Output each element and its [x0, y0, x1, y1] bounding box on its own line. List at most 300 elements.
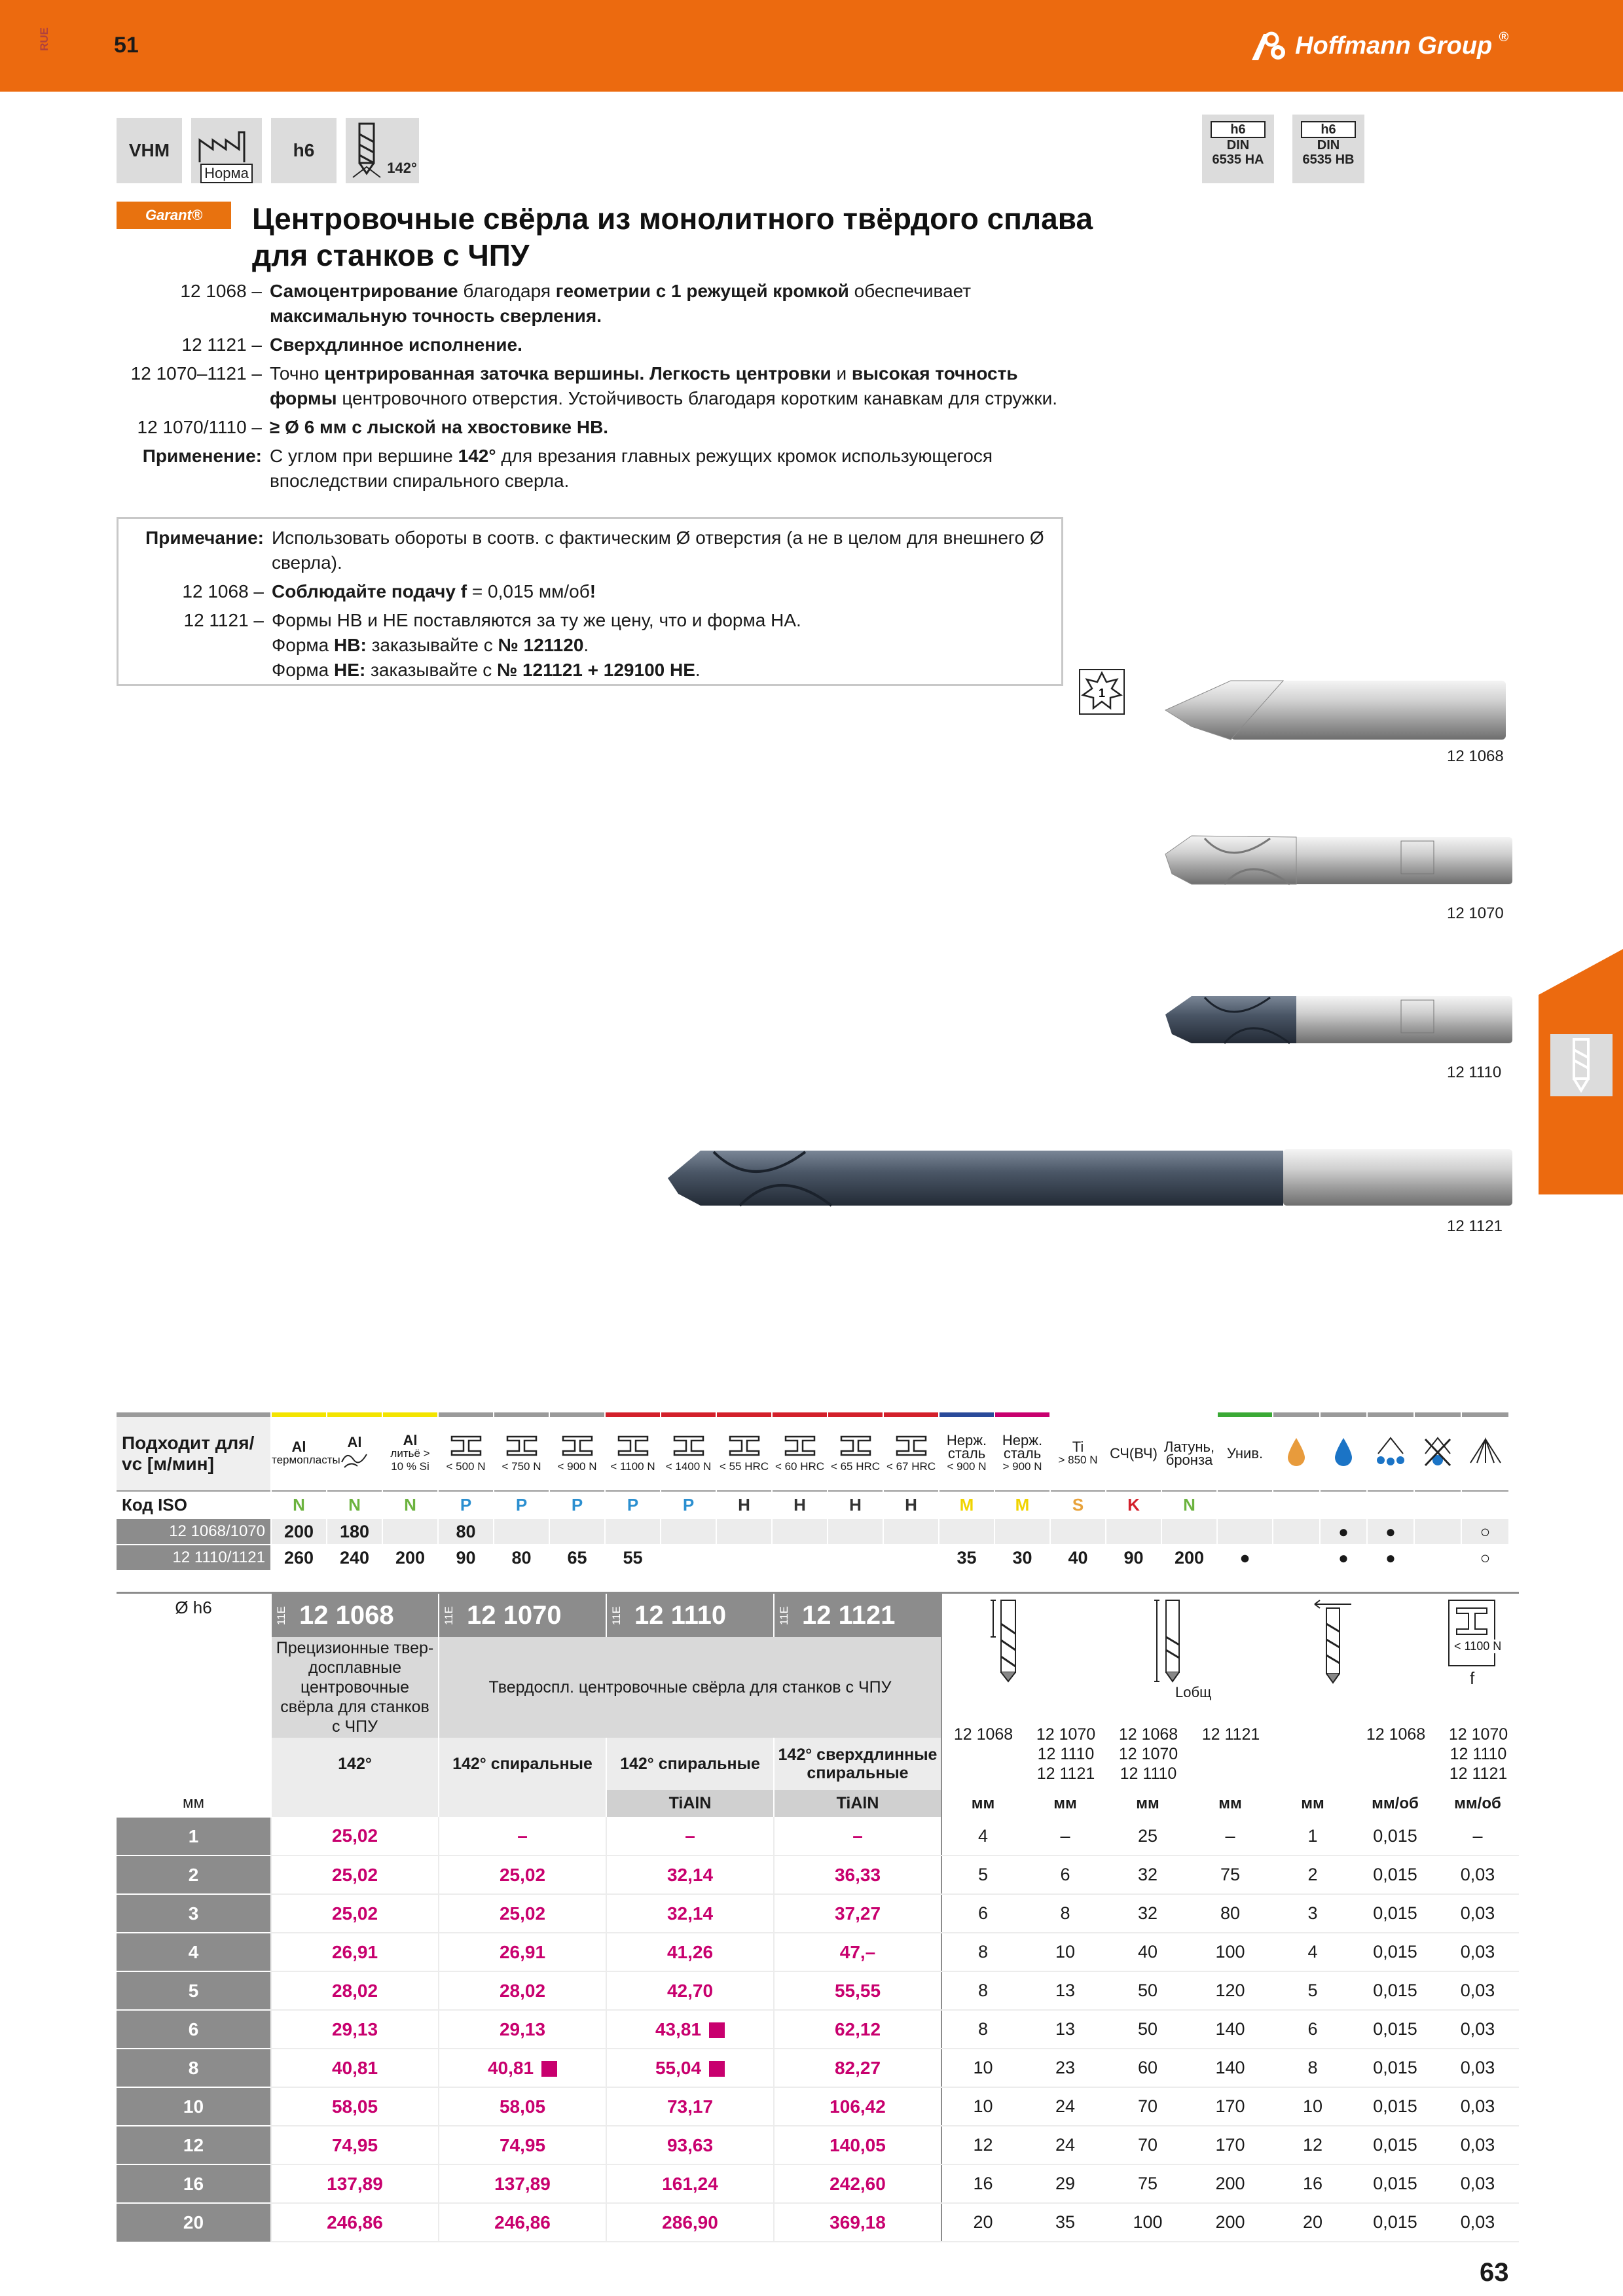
- price-value: 55,55: [834, 1980, 881, 2001]
- iso-code-cell: H: [883, 1491, 939, 1518]
- price-value: 29,13: [499, 2018, 546, 2039]
- dimension-cell: 75: [1189, 1856, 1271, 1894]
- price-value: 32,14: [666, 1864, 714, 1885]
- cutting-speed-cell: 55: [605, 1545, 661, 1570]
- material-sub-label: < 1100 N: [610, 1460, 655, 1473]
- price-value: 58,05: [331, 2096, 378, 2117]
- steel-beam-icon: [839, 1435, 873, 1457]
- coolant-suitability-cell: [1273, 1545, 1320, 1570]
- edges-count: 1: [1098, 687, 1106, 700]
- price-cell[interactable]: [606, 1971, 774, 2010]
- dimension-cell: 35: [1024, 2203, 1106, 2242]
- price-cell[interactable]: [606, 2126, 774, 2164]
- price-cell[interactable]: [774, 1933, 941, 1971]
- dimension-column-article: 12 1110: [1450, 1745, 1507, 1763]
- note-label: 12 1068 –: [182, 581, 264, 601]
- dimension-column-article: 12 1110: [1037, 1745, 1095, 1763]
- price-cell[interactable]: [271, 2087, 439, 2126]
- material-column-header: [438, 1417, 494, 1491]
- price-cell[interactable]: [439, 1856, 606, 1894]
- price-cell[interactable]: [271, 1856, 439, 1894]
- price-value: 82,27: [834, 2057, 881, 2078]
- material-top-label: Al: [403, 1432, 418, 1448]
- coolant-suitability-cell: ○: [1461, 1545, 1508, 1570]
- cutting-speed-cell: [1106, 1518, 1161, 1545]
- material-top-label: СЧ(ВЧ): [1110, 1445, 1158, 1462]
- diameter-cell: 8: [117, 2049, 271, 2087]
- iso-code-cell: N: [382, 1491, 438, 1518]
- cutting-speed-cell: [661, 1545, 716, 1570]
- cutting-speed-cell: [994, 1518, 1050, 1545]
- dimension-cell: 6: [1024, 1856, 1106, 1894]
- dimension-cell: 32: [1106, 1856, 1189, 1894]
- iso-code-cell: K: [1106, 1491, 1161, 1518]
- dimension-cell: 25: [1106, 1817, 1189, 1856]
- dimension-cell: 32: [1106, 1894, 1189, 1933]
- dimension-cell: 80: [1189, 1894, 1271, 1933]
- description-121068: Прецизионные твер-досплавные центровочные свёрла для станков с ЧПУ: [271, 1637, 439, 1738]
- dimension-cell: 0,03: [1436, 1894, 1519, 1933]
- dimension-column-head: [1025, 1725, 1107, 1784]
- price-cell[interactable]: [774, 1817, 941, 1856]
- iso-code-row: [117, 1491, 1508, 1518]
- price-cell[interactable]: [774, 2126, 941, 2164]
- price-cell[interactable]: [271, 1894, 439, 1933]
- price-cell[interactable]: [606, 1817, 774, 1856]
- desc-row: [117, 332, 1072, 357]
- dimension-cell: 170: [1189, 2087, 1271, 2126]
- iso-code-cell: P: [605, 1491, 661, 1518]
- cutting-speed-cell: [1217, 1518, 1273, 1545]
- dimension-cell: 4: [1271, 1933, 1354, 1971]
- price-cell[interactable]: [271, 1971, 439, 2010]
- price-value: 140,05: [830, 2134, 886, 2155]
- price-cell[interactable]: [606, 1894, 774, 1933]
- steel-beam-icon: [449, 1435, 483, 1457]
- price-cell[interactable]: [606, 2010, 774, 2049]
- single-edge-icon: [1080, 670, 1123, 713]
- cutting-speed-cell: 260: [271, 1545, 327, 1570]
- cutting-speed-cell: [549, 1518, 605, 1545]
- coating-121121: TiAlN: [774, 1790, 941, 1817]
- diameter-cell: 3: [117, 1894, 271, 1933]
- cutting-speed-cell: [605, 1518, 661, 1545]
- material-sub-label: < 900 N: [947, 1460, 987, 1473]
- steel-beam-icon: [505, 1435, 539, 1457]
- product-row[interactable]: [117, 2203, 1519, 2242]
- price-value: 43,81: [655, 2018, 702, 2039]
- dimension-cell: 100: [1189, 1933, 1271, 1971]
- dimension-cell: 140: [1189, 2049, 1271, 2087]
- material-top-label: Нерж. сталь: [946, 1432, 987, 1462]
- material-sub-label: < 500 N: [446, 1460, 486, 1473]
- din-6535-ha-badge: [1202, 115, 1274, 183]
- article-header-row: [117, 1593, 1519, 1638]
- language-code: RUE: [38, 27, 50, 51]
- coolant-column-header: [1320, 1417, 1367, 1491]
- din-b-tolerance: h6: [1301, 121, 1356, 138]
- suitability-label-line1: Подходит для/: [122, 1433, 255, 1453]
- dimension-cell: 0,015: [1354, 2049, 1436, 2087]
- price-cell[interactable]: [271, 2049, 439, 2087]
- point-angle-cell: 142°: [271, 1738, 439, 1790]
- material-sub-label: литьё > 10 % Si: [390, 1447, 430, 1473]
- feed-limit-label: < 1100 N: [1454, 1640, 1502, 1653]
- cutting-speed-cell: [1161, 1518, 1217, 1545]
- note-box: [117, 517, 1063, 686]
- material-top-label: Нерж. сталь: [1002, 1432, 1043, 1462]
- diameter-cell: 20: [117, 2203, 271, 2242]
- drill-depth-icon: [1312, 1598, 1364, 1687]
- material-color-bar: [1161, 1412, 1217, 1417]
- dimension-unit: мм: [1218, 1794, 1242, 1812]
- drill-angle-icon: [348, 121, 387, 180]
- price-cell[interactable]: [271, 1817, 439, 1856]
- coolant-suitability-cell: ●: [1367, 1518, 1414, 1545]
- dimension-cell: 24: [1024, 2087, 1106, 2126]
- dimension-cell: 3: [1271, 1894, 1354, 1933]
- dimension-unit: мм/об: [1454, 1794, 1501, 1812]
- dimension-cell: 70: [1106, 2126, 1189, 2164]
- din-b-line2: 6535 HB: [1302, 152, 1355, 167]
- material-color-bar: [661, 1412, 716, 1417]
- desc-text: ≥ Ø 6 мм с лыской на хвостовике HB.: [270, 417, 609, 437]
- image-caption-121121: 12 1121: [1447, 1217, 1503, 1235]
- coolant-suitability-cell: ●: [1320, 1545, 1367, 1570]
- dimension-cell: 60: [1106, 2049, 1189, 2087]
- dimension-cell: 8: [941, 1933, 1024, 1971]
- dimension-column-article: 12 1070: [1118, 1745, 1178, 1763]
- article-number: 12 1121: [802, 1600, 896, 1630]
- article-tag: 11E: [610, 1606, 623, 1625]
- cutting-speed-cell: [382, 1518, 438, 1545]
- dimension-cell: 8: [941, 1971, 1024, 2010]
- dimension-cell: 0,015: [1354, 2203, 1436, 2242]
- product-row[interactable]: [117, 2010, 1519, 2049]
- dimension-cell: –: [1024, 1817, 1106, 1856]
- dimension-cell: 0,03: [1436, 1933, 1519, 1971]
- dimension-cell: 70: [1106, 2087, 1189, 2126]
- dimension-cell: 23: [1024, 2049, 1106, 2087]
- cutting-speed-cell: 30: [994, 1545, 1050, 1570]
- total-length-icon: [1152, 1598, 1204, 1687]
- cutting-speed-cell: 240: [327, 1545, 382, 1570]
- article-number: 12 1068: [299, 1600, 394, 1630]
- material-sub-label: < 65 HRC: [830, 1460, 881, 1473]
- price-cell[interactable]: [774, 2203, 941, 2242]
- material-column-header: [661, 1417, 716, 1491]
- desc-label: 12 1121 –: [181, 334, 262, 355]
- price-cell[interactable]: [774, 1856, 941, 1894]
- material-color-bar: [716, 1412, 772, 1417]
- dimension-icons-header: [941, 1593, 1519, 1791]
- price-cell[interactable]: [439, 2010, 606, 2049]
- cutting-speed-cell: [772, 1545, 828, 1570]
- price-value: 32,14: [666, 1903, 714, 1924]
- price-cell[interactable]: [439, 2164, 606, 2203]
- dimension-cell: 4: [941, 1817, 1024, 1856]
- material-color-bar: [1217, 1412, 1273, 1417]
- material-sub-label: < 1400 N: [665, 1460, 712, 1473]
- oil-drop-icon: [1279, 1434, 1314, 1469]
- dimension-cell: 10: [941, 2087, 1024, 2126]
- iso-code-cell: N: [1161, 1491, 1217, 1518]
- iso-code-cell: P: [438, 1491, 494, 1518]
- dimension-column-head: [1355, 1725, 1437, 1744]
- water-drop-icon: [1326, 1434, 1361, 1469]
- product-row[interactable]: [117, 2087, 1519, 2126]
- price-cell[interactable]: [774, 1971, 941, 2010]
- material-color-bar: [883, 1412, 939, 1417]
- price-cell[interactable]: [439, 2049, 606, 2087]
- material-column-header: [828, 1417, 883, 1491]
- iso-code-cell: N: [327, 1491, 382, 1518]
- dimension-column-article: 12 1068: [1366, 1725, 1426, 1744]
- coating-121110: TiAlN: [606, 1790, 774, 1817]
- dimension-column-article: 12 1068: [1118, 1725, 1178, 1744]
- image-caption-121068: 12 1068: [1447, 747, 1504, 765]
- dimension-column-head: [1190, 1725, 1272, 1744]
- norm-label: Норма: [200, 164, 253, 183]
- drill-chapter-icon: [1550, 1034, 1613, 1096]
- short-drill-icon: [988, 1598, 1040, 1687]
- material-column-header: [549, 1417, 605, 1491]
- steel-beam-icon: [560, 1435, 594, 1457]
- article-number-cell[interactable]: [271, 1593, 439, 1638]
- price-cell[interactable]: [439, 1817, 606, 1856]
- article-number-cell[interactable]: [439, 1593, 606, 1638]
- price-value: 74,95: [331, 2134, 378, 2155]
- iso-code-cell: H: [772, 1491, 828, 1518]
- price-value: 28,02: [499, 1980, 546, 2001]
- article-number-cell[interactable]: [774, 1593, 941, 1638]
- price-value: 40,81: [331, 2057, 378, 2078]
- dimension-cell: 10: [1024, 1933, 1106, 1971]
- desc-text: Точно центрированная заточка вершины. Легкость центровки и высокая точность формы центровочного отверстия. Устойчивость благодаря коротким канавкам для стружки.: [270, 363, 1058, 408]
- price-value: –: [685, 1825, 695, 1846]
- dimension-cell: 200: [1189, 2203, 1271, 2242]
- air-blast-icon: [1468, 1434, 1503, 1469]
- dimension-cell: 0,015: [1354, 1817, 1436, 1856]
- desc-row: [117, 444, 1072, 493]
- price-cell[interactable]: [439, 2126, 606, 2164]
- dimension-cell: 10: [941, 2049, 1024, 2087]
- article-number-cell[interactable]: [606, 1593, 774, 1638]
- suitability-label: [117, 1417, 271, 1491]
- coolant-suitability-cell: [1414, 1545, 1461, 1570]
- garant-label: Garant®: [145, 207, 203, 223]
- note-text: Формы HB и HE поставляются за ту же цену, что и форма HA. Форма HB: заказывайте с № 121120. Форма HE: заказывайте с № 121121 + 129100 HE.: [272, 610, 801, 680]
- price-cell[interactable]: [439, 2087, 606, 2126]
- image-caption-121110: 12 1110: [1447, 1064, 1502, 1081]
- feed-label: f: [1470, 1668, 1475, 1688]
- price-cell[interactable]: [271, 2203, 439, 2242]
- price-value: –: [852, 1825, 863, 1846]
- product-row[interactable]: [117, 1971, 1519, 2010]
- price-cell[interactable]: [271, 2164, 439, 2203]
- iso-code-cell: H: [828, 1491, 883, 1518]
- desc-text: Сверхдлинное исполнение.: [270, 334, 522, 355]
- product-row[interactable]: [117, 2126, 1519, 2164]
- price-value: 25,02: [331, 1864, 378, 1885]
- material-column-header: [716, 1417, 772, 1491]
- material-top-label: Ti: [1072, 1439, 1084, 1455]
- cutting-speed-cell: 35: [939, 1545, 994, 1570]
- steel-beam-icon: [672, 1435, 706, 1457]
- dimension-cell: –: [1189, 1817, 1271, 1856]
- price-cell[interactable]: [606, 2087, 774, 2126]
- diameter-cell: 16: [117, 2164, 271, 2203]
- price-cell[interactable]: [271, 2126, 439, 2164]
- price-cell[interactable]: [606, 2203, 774, 2242]
- price-cell[interactable]: [774, 2087, 941, 2126]
- diameter-cell: 10: [117, 2087, 271, 2126]
- iso-code-cell: P: [494, 1491, 549, 1518]
- diameter-cell: 12: [117, 2126, 271, 2164]
- desc-row: [117, 279, 1072, 329]
- dimension-unit: мм: [1053, 1794, 1077, 1812]
- material-top-label: Al: [291, 1439, 306, 1455]
- dimension-unit: мм: [941, 1790, 1024, 1817]
- material-sub-label: < 67 HRC: [886, 1460, 936, 1473]
- material-color-bar: [828, 1412, 883, 1417]
- product-row[interactable]: [117, 2164, 1519, 2203]
- iso-code-cell: P: [549, 1491, 605, 1518]
- dimension-cell: 29: [1024, 2164, 1106, 2203]
- price-cell[interactable]: [606, 1856, 774, 1894]
- price-value: 286,90: [662, 2212, 718, 2233]
- product-table: [117, 1592, 1519, 2242]
- price-value: 25,02: [331, 1825, 378, 1846]
- desc-label: 12 1068 –: [180, 281, 262, 301]
- image-caption-121070: 12 1070: [1447, 905, 1504, 922]
- price-cell[interactable]: [439, 1933, 606, 1971]
- dimension-cell: 0,03: [1436, 2126, 1519, 2164]
- suitability-data-row: [117, 1545, 1508, 1570]
- price-cell[interactable]: [606, 2049, 774, 2087]
- cutting-speed-cell: [716, 1545, 772, 1570]
- dimension-cell: 0,015: [1354, 1894, 1436, 1933]
- price-cell[interactable]: [439, 1971, 606, 2010]
- material-top-label: Унив.: [1226, 1445, 1264, 1462]
- tolerance-label: h6: [293, 140, 315, 160]
- material-color-bar: [1106, 1412, 1161, 1417]
- material-sub-label: < 900 N: [557, 1460, 597, 1473]
- material-color-bar: [772, 1412, 828, 1417]
- price-value: 42,70: [666, 1980, 714, 2001]
- price-cell[interactable]: [439, 2203, 606, 2242]
- iso-code-cell: M: [994, 1491, 1050, 1518]
- brand-name: Hoffmann Group: [1295, 31, 1493, 60]
- price-value: 36,33: [834, 1864, 881, 1885]
- price-cell[interactable]: [606, 1933, 774, 1971]
- material-top-label: Латунь, бронза: [1163, 1439, 1215, 1468]
- product-row[interactable]: [117, 1933, 1519, 1971]
- price-cell[interactable]: [774, 2049, 941, 2087]
- point-angle-cell: 142° спиральные: [439, 1738, 606, 1790]
- price-value: 246,86: [494, 2212, 551, 2233]
- price-value: 369,18: [830, 2212, 886, 2233]
- dimension-cell: 0,015: [1354, 2010, 1436, 2049]
- note-row: [124, 608, 1061, 683]
- dimension-column-article: 12 1121: [1201, 1725, 1260, 1744]
- price-value: 37,27: [834, 1903, 881, 1924]
- dimension-cell: 75: [1106, 2164, 1189, 2203]
- price-cell[interactable]: [606, 2164, 774, 2203]
- dimension-cell: 1: [1271, 1817, 1354, 1856]
- dimension-cell: 6: [1271, 2010, 1354, 2049]
- units-row: [117, 1790, 1519, 1817]
- article-number: 12 1070: [467, 1600, 562, 1630]
- price-value: 74,95: [499, 2134, 546, 2155]
- price-value: 246,86: [327, 2212, 383, 2233]
- din-6535-hb-badge: [1292, 115, 1364, 183]
- product-row[interactable]: [117, 1894, 1519, 1933]
- dimension-cell: 0,03: [1436, 1971, 1519, 2010]
- suitability-data-row: [117, 1518, 1508, 1545]
- stock-marker-icon: [709, 2061, 725, 2077]
- dimension-cell: 0,03: [1436, 2164, 1519, 2203]
- cutting-speed-cell: [883, 1545, 939, 1570]
- diameter-cell: 4: [117, 1933, 271, 1971]
- price-value: 73,17: [666, 2096, 714, 2117]
- suitability-color-bar: [117, 1412, 1508, 1417]
- desc-row: [117, 415, 1072, 440]
- dimension-cell: 140: [1189, 2010, 1271, 2049]
- price-cell[interactable]: [271, 1933, 439, 1971]
- mist-spray-icon: [1373, 1434, 1408, 1469]
- dimension-cell: 0,03: [1436, 2049, 1519, 2087]
- cutting-speed-cell: 200: [271, 1518, 327, 1545]
- coolant-column-header: [1367, 1417, 1414, 1491]
- product-row[interactable]: [117, 2049, 1519, 2087]
- desc-label: 12 1070–1121 –: [130, 363, 262, 384]
- drilling-chapter-icon[interactable]: [1550, 1034, 1613, 1096]
- price-cell[interactable]: [774, 2164, 941, 2203]
- steel-beam-icon: [616, 1435, 650, 1457]
- price-value: 41,26: [666, 1941, 714, 1962]
- dimension-column-article: 12 1070: [1448, 1725, 1508, 1744]
- iso-label: Код ISO: [117, 1491, 271, 1518]
- material-column-header: [1217, 1417, 1273, 1491]
- cutting-speed-cell: [716, 1518, 772, 1545]
- price-value: 93,63: [666, 2134, 714, 2155]
- dimension-cell: 0,015: [1354, 2126, 1436, 2164]
- price-cell[interactable]: [774, 1894, 941, 1933]
- material-column-header: [271, 1417, 340, 1491]
- article-tag: 11E: [778, 1606, 790, 1625]
- price-cell[interactable]: [439, 1894, 606, 1933]
- cutting-speed-cell: 200: [382, 1545, 438, 1570]
- note-row: [124, 579, 1061, 604]
- product-section: [117, 1592, 1506, 2242]
- price-cell[interactable]: [774, 2010, 941, 2049]
- cutting-speed-cell: 65: [549, 1545, 605, 1570]
- dimension-cell: 0,03: [1436, 1856, 1519, 1894]
- dimension-cell: 0,015: [1354, 1971, 1436, 2010]
- material-column-header: [1050, 1417, 1106, 1491]
- product-row[interactable]: [117, 1817, 1519, 1856]
- brand-logo[interactable]: [1249, 30, 1508, 62]
- price-cell[interactable]: [271, 2010, 439, 2049]
- dimension-cell: 50: [1106, 1971, 1189, 2010]
- dimension-column-article: 12 1070: [1036, 1725, 1096, 1744]
- material-color-bar: [1050, 1412, 1106, 1417]
- product-row[interactable]: [117, 1856, 1519, 1894]
- desc-row: [117, 361, 1072, 411]
- price-value: 26,91: [499, 1941, 546, 1962]
- dimension-cell: 8: [941, 2010, 1024, 2049]
